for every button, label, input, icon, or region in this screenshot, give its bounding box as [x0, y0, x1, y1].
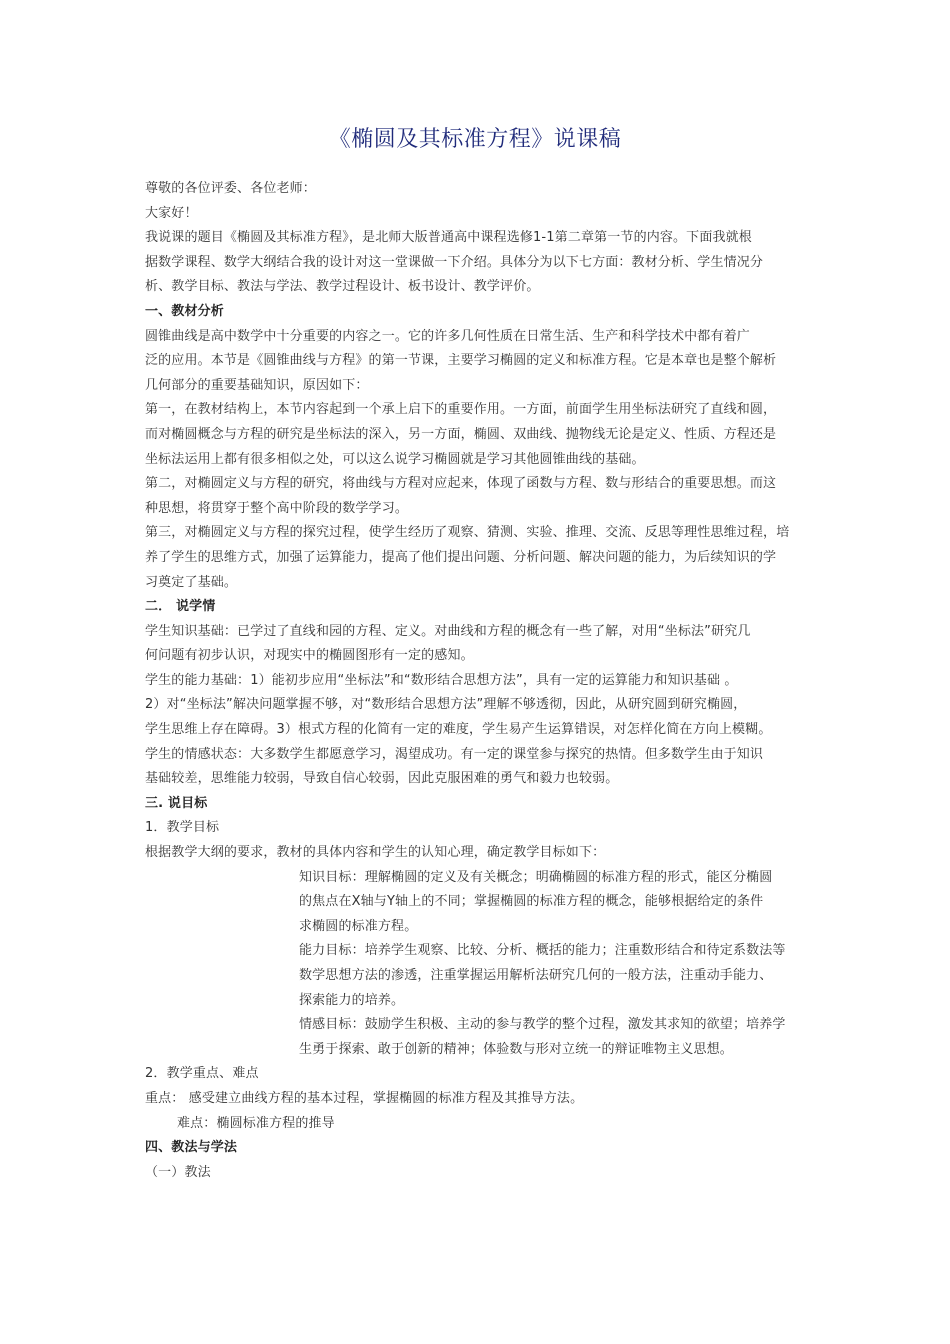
text-line: 第三，对椭圆定义与方程的探究过程，使学生经历了观察、猜测、实验、推理、交流、反思等理性思维过程，培 [145, 525, 790, 541]
text-line: 学生思维上存在障碍。3）根式方程的化简有一定的难度，学生易产生运算错误，对怎样化简在方向上模糊。 [145, 722, 772, 738]
text-line: 坐标法运用上都有很多相似之处，可以这么说学习椭圆就是学习其他圆锥曲线的基础。 [145, 451, 645, 467]
goal-line: 的焦点在X轴与Y轴上的不同；掌握椭圆的标准方程的概念，能够根据给定的条件 [299, 894, 764, 910]
text-line: 种思想，将贯穿于整个高中阶段的数学学习。 [145, 500, 409, 516]
text-line: 根据教学大纲的要求，教材的具体内容和学生的认知心理，确定教学目标如下： [145, 845, 606, 861]
text-line: 析、教学目标、教法与学法、教学过程设计、板书设计、教学评价。 [145, 279, 540, 295]
text-line: 圆锥曲线是高中数学中十分重要的内容之一。它的许多几何性质在日常生活、生产和科学技术中都有着广 [145, 328, 750, 344]
text-line: 学生的情感状态：大多数学生都愿意学习，渴望成功。有一定的课堂参与探究的热情。但多数学生由于知识 [145, 746, 764, 762]
text-line: 学生的能力基础：1）能初步应用“坐标法”和“数形结合思想方法”，具有一定的运算能力和知识基础 。 [145, 672, 738, 688]
text-line: 习奠定了基础。 [145, 574, 238, 590]
document-body [145, 177, 813, 1185]
text-line: （一）教法 [145, 1164, 211, 1180]
text-line: 尊敬的各位评委、各位老师： [145, 181, 316, 196]
text-line: 何问题有初步认识，对现实中的椭圆图形有一定的感知。 [145, 648, 474, 664]
text-line: 泛的应用。本节是《圆锥曲线与方程》的第一节课，主要学习椭圆的定义和标准方程。它是本章也是整个解析 [145, 353, 777, 369]
text-line: 我说课的题目《椭圆及其标准方程》，是北师大版普通高中课程选修1-1第二章第一节的内容。下面我就根 [145, 230, 752, 246]
text-line: 而对椭圆概念与方程的研究是坐标法的深入，另一方面，椭圆、双曲线、抛物线无论是定义、性质、方程还是 [145, 426, 777, 442]
section-heading: 四、教法与学法 [145, 1140, 238, 1156]
text-line: 2．教学重点、难点 [145, 1066, 259, 1082]
text-line: 大家好！ [145, 205, 198, 221]
text-line: 1．教学目标 [145, 820, 220, 836]
text-line: 据数学课程、数学大纲结合我的设计对这一堂课做一下介绍。具体分为以下七方面：教材分析、学生情况分 [145, 254, 764, 270]
text-line: 养了学生的思维方式，加强了运算能力，提高了他们提出问题、分析问题、解决问题的能力，为后续知识的学 [145, 549, 777, 565]
text-line: 重点： 感受建立曲线方程的基本过程，掌握椭圆的标准方程及其推导方法。 [145, 1090, 584, 1106]
text-line: 第一，在教材结构上，本节内容起到一个承上启下的重要作用。一方面，前面学生用坐标法研究了直线和圆， [145, 402, 777, 418]
text-line: 学生知识基础：已学过了直线和园的方程、定义。对曲线和方程的概念有一些了解，对用“坐标法”研究几 [145, 623, 751, 639]
section-heading: 二． 说学情 [145, 599, 216, 615]
goal-line: 知识目标：理解椭圆的定义及有关概念；明确椭圆的标准方程的形式，能区分椭圆 [299, 869, 773, 885]
text-line: 2）对“坐标法”解决问题掌握不够，对“数形结合思想方法”理解不够透彻，因此，从研究圆到研究椭圆， [145, 697, 747, 713]
text-line: 难点：椭圆标准方程的推导 [177, 1115, 335, 1131]
goal-line: 生勇于探索、敢于创新的精神；体验数与形对立统一的辩证唯物主义思想。 [299, 1041, 733, 1057]
section-heading: 一、教材分析 [145, 303, 224, 319]
text-line: 第二，对椭圆定义与方程的研究，将曲线与方程对应起来，体现了函数与方程、数与形结合的重要思想。而这 [145, 476, 777, 492]
text-line: 基础较差，思维能力较弱，导致自信心较弱，因此克服困难的勇气和毅力也较弱。 [145, 771, 619, 787]
goal-line: 求椭圆的标准方程。 [299, 918, 418, 934]
document-title: 《椭圆及其标准方程》说课稿 [328, 127, 622, 152]
goal-line: 探索能力的培养。 [299, 992, 405, 1008]
goal-line: 情感目标：鼓励学生积极、主动的参与教学的整个过程，激发其求知的欲望；培养学 [299, 1017, 786, 1033]
goal-line: 能力目标：培养学生观察、比较、分析、概括的能力；注重数形结合和待定系数法等 [299, 943, 786, 959]
goal-line: 数学思想方法的渗透，注重掌握运用解析法研究几何的一般方法，注重动手能力、 [299, 968, 773, 983]
text-line: 几何部分的重要基础知识，原因如下： [145, 377, 369, 393]
section-heading: 三. 说目标 [145, 795, 208, 811]
